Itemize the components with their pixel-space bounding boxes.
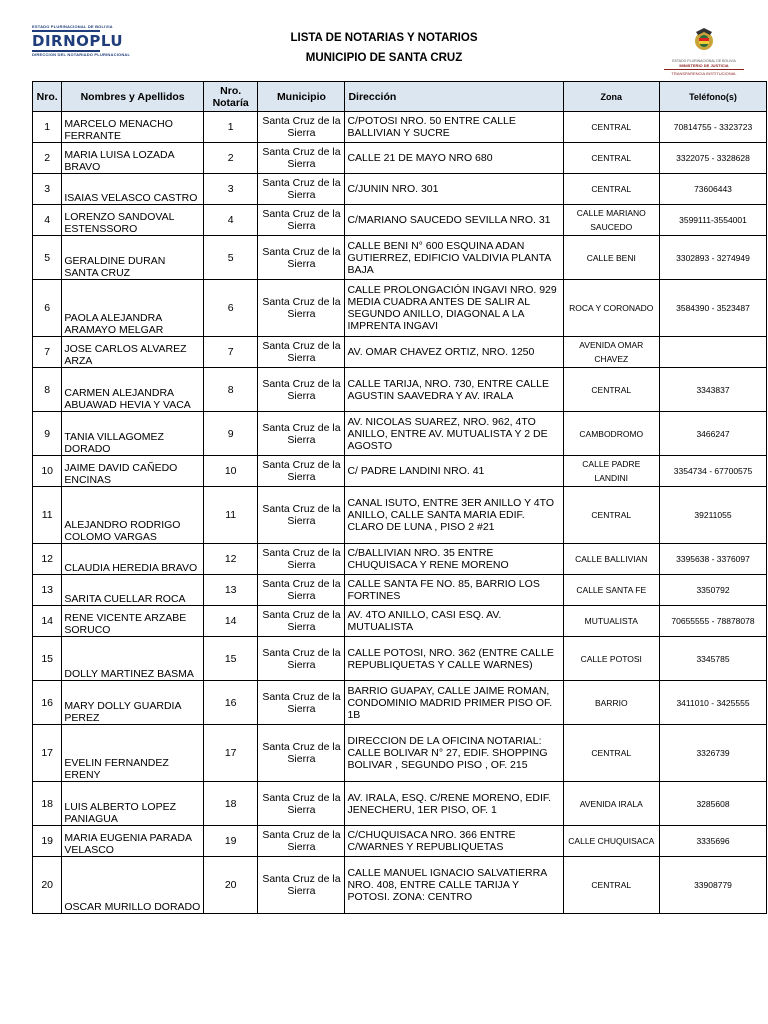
- row-number-cell: 11: [33, 487, 62, 544]
- telefono-cell: 39211055: [660, 487, 767, 544]
- notaria-number-cell: 20: [203, 857, 258, 914]
- zona-cell: AVENIDA OMAR CHAVEZ: [563, 337, 659, 368]
- municipio-cell: Santa Cruz de la Sierra: [258, 412, 345, 456]
- telefono-cell: 3302893 - 3274949: [660, 236, 767, 280]
- zona-cell: CENTRAL: [563, 857, 659, 914]
- row-number-cell: 18: [33, 782, 62, 826]
- table-row: [33, 337, 767, 368]
- municipio-cell: Santa Cruz de la Sierra: [258, 112, 345, 143]
- direccion-cell: CANAL ISUTO, ENTRE 3ER ANILLO Y 4TO ANILLO, CALLE SANTA MARIA EDIF. CLARO DE LUNA , PISO 2 #21: [345, 487, 563, 544]
- municipio-cell: Santa Cruz de la Sierra: [258, 681, 345, 725]
- notary-name-cell: MARIA EUGENIA PARADA VELASCO: [62, 826, 204, 857]
- zona-cell: CENTRAL: [563, 487, 659, 544]
- ministerio-line-3: TRANSPARENCIA INSTITUCIONAL: [664, 69, 744, 76]
- municipio-cell: Santa Cruz de la Sierra: [258, 857, 345, 914]
- telefono-cell: 73606443: [660, 174, 767, 205]
- notaria-number-cell: 5: [203, 236, 258, 280]
- notary-name-cell: JOSE CARLOS ALVAREZ ARZA: [62, 337, 204, 368]
- telefono-cell: 3350792: [660, 575, 767, 606]
- row-number-cell: 12: [33, 544, 62, 575]
- municipio-cell: Santa Cruz de la Sierra: [258, 337, 345, 368]
- municipio-cell: Santa Cruz de la Sierra: [258, 368, 345, 412]
- row-number-cell: 19: [33, 826, 62, 857]
- telefono-cell: 3285608: [660, 782, 767, 826]
- telefono-cell: [660, 337, 767, 368]
- notary-name-cell: PAOLA ALEJANDRA ARAMAYO MELGAR: [62, 280, 204, 337]
- telefono-cell: 3466247: [660, 412, 767, 456]
- ministerio-logo: [664, 26, 744, 76]
- direccion-cell: BARRIO GUAPAY, CALLE JAIME ROMAN, CONDOMINIO MADRID PRIMER PISO OF. 1B: [345, 681, 563, 725]
- table-row: [33, 487, 767, 544]
- table-row: [33, 412, 767, 456]
- row-number-cell: 13: [33, 575, 62, 606]
- notary-name-cell: SARITA CUELLAR ROCA: [62, 575, 204, 606]
- notary-name-cell: CARMEN ALEJANDRA ABUAWAD HEVIA Y VACA: [62, 368, 204, 412]
- notaria-number-cell: 8: [203, 368, 258, 412]
- notaria-number-cell: 14: [203, 606, 258, 637]
- table-row: [33, 857, 767, 914]
- notaria-number-cell: 17: [203, 725, 258, 782]
- table-row: [33, 826, 767, 857]
- row-number-cell: 15: [33, 637, 62, 681]
- direccion-cell: CALLE SANTA FE NO. 85, BARRIO LOS FORTINES: [345, 575, 563, 606]
- zona-cell: CENTRAL: [563, 143, 659, 174]
- direccion-cell: C/ PADRE LANDINI NRO. 41: [345, 456, 563, 487]
- table-row: [33, 606, 767, 637]
- row-number-cell: 16: [33, 681, 62, 725]
- table-row: [33, 575, 767, 606]
- zona-cell: BARRIO: [563, 681, 659, 725]
- telefono-cell: 3322075 - 3328628: [660, 143, 767, 174]
- notary-name-cell: LORENZO SANDOVAL ESTENSSORO: [62, 205, 204, 236]
- row-number-cell: 6: [33, 280, 62, 337]
- notary-name-cell: LUIS ALBERTO LOPEZ PANIAGUA: [62, 782, 204, 826]
- notary-name-cell: MARY DOLLY GUARDIA PEREZ: [62, 681, 204, 725]
- table-row: [33, 112, 767, 143]
- telefono-cell: 3395638 - 3376097: [660, 544, 767, 575]
- table-row: [33, 637, 767, 681]
- page-title: [0, 28, 768, 68]
- table-row: [33, 205, 767, 236]
- zona-cell: CALLE BENI: [563, 236, 659, 280]
- table-row: [33, 725, 767, 782]
- col-header-direccion: Dirección: [345, 82, 563, 112]
- col-header-telefono: Teléfono(s): [660, 82, 767, 112]
- direccion-cell: AV. NICOLAS SUAREZ, NRO. 962, 4TO ANILLO, ENTRE AV. MUTUALISTA Y 2 DE AGOSTO: [345, 412, 563, 456]
- direccion-cell: AV. IRALA, ESQ. C/RENE MORENO, EDIF. JENECHERU, 1ER PISO, OF. 1: [345, 782, 563, 826]
- title-line-2: MUNICIPIO DE SANTA CRUZ: [305, 52, 463, 64]
- notary-name-cell: ISAIAS VELASCO CASTRO: [62, 174, 204, 205]
- municipio-cell: Santa Cruz de la Sierra: [258, 782, 345, 826]
- direccion-cell: AV. OMAR CHAVEZ ORTIZ, NRO. 1250: [345, 337, 563, 368]
- notaria-number-cell: 12: [203, 544, 258, 575]
- direccion-cell: CALLE MANUEL IGNACIO SALVATIERRA NRO. 408, ENTRE CALLE TARIJA Y POTOSI. ZONA: CENTRO: [345, 857, 563, 914]
- direccion-cell: C/JUNIN NRO. 301: [345, 174, 563, 205]
- municipio-cell: Santa Cruz de la Sierra: [258, 280, 345, 337]
- telefono-cell: 3599111-3554001: [660, 205, 767, 236]
- zona-cell: CALLE BALLIVIAN: [563, 544, 659, 575]
- row-number-cell: 8: [33, 368, 62, 412]
- row-number-cell: 10: [33, 456, 62, 487]
- row-number-cell: 1: [33, 112, 62, 143]
- notary-name-cell: JAIME DAVID CAÑEDO ENCINAS: [62, 456, 204, 487]
- notaria-number-cell: 9: [203, 412, 258, 456]
- logo-bottom-line: DIRECCION DEL NOTARIADO PLURINACIONAL: [32, 52, 131, 57]
- zona-cell: CENTRAL: [563, 174, 659, 205]
- title-line-1: LISTA DE NOTARIAS Y NOTARIOS: [290, 32, 478, 44]
- ministerio-line-2: MINISTERIO DE JUSTICIA: [679, 63, 729, 68]
- zona-cell: CENTRAL: [563, 368, 659, 412]
- notary-name-cell: RENE VICENTE ARZABE SORUCO: [62, 606, 204, 637]
- notaria-number-cell: 4: [203, 205, 258, 236]
- col-header-nro: Nro.: [33, 82, 62, 112]
- notaria-number-cell: 16: [203, 681, 258, 725]
- direccion-cell: CALLE POTOSI, NRO. 362 (ENTRE CALLE REPUBLIQUETAS Y CALLE WARNES): [345, 637, 563, 681]
- telefono-cell: 3326739: [660, 725, 767, 782]
- table-row: [33, 782, 767, 826]
- direccion-cell: C/MARIANO SAUCEDO SEVILLA NRO. 31: [345, 205, 563, 236]
- municipio-cell: Santa Cruz de la Sierra: [258, 174, 345, 205]
- zona-cell: CALLE CHUQUISACA: [563, 826, 659, 857]
- table-row: [33, 368, 767, 412]
- notary-name-cell: ALEJANDRO RODRIGO COLOMO VARGAS: [62, 487, 204, 544]
- telefono-cell: 3335696: [660, 826, 767, 857]
- direccion-cell: C/BALLIVIAN NRO. 35 ENTRE CHUQUISACA Y RENE MORENO: [345, 544, 563, 575]
- table-row: [33, 174, 767, 205]
- notary-name-cell: DOLLY MARTINEZ BASMA: [62, 637, 204, 681]
- table-row: [33, 681, 767, 725]
- notaria-number-cell: 18: [203, 782, 258, 826]
- notary-name-cell: OSCAR MURILLO DORADO: [62, 857, 204, 914]
- zona-cell: CAMBODROMO: [563, 412, 659, 456]
- direccion-cell: AV. 4TO ANILLO, CASI ESQ. AV. MUTUALISTA: [345, 606, 563, 637]
- notaria-number-cell: 15: [203, 637, 258, 681]
- direccion-cell: CALLE BENI N° 600 ESQUINA ADAN GUTIERREZ, EDIFICIO VALDIVIA PLANTA BAJA: [345, 236, 563, 280]
- table-row: [33, 544, 767, 575]
- notaria-number-cell: 6: [203, 280, 258, 337]
- direccion-cell: CALLE TARIJA, NRO. 730, ENTRE CALLE AGUSTIN SAAVEDRA Y AV. IRALA: [345, 368, 563, 412]
- coat-of-arms-icon: [690, 26, 718, 54]
- zona-cell: CENTRAL: [563, 112, 659, 143]
- zona-cell: CENTRAL: [563, 725, 659, 782]
- municipio-cell: Santa Cruz de la Sierra: [258, 725, 345, 782]
- table-row: [33, 280, 767, 337]
- zona-cell: CALLE POTOSI: [563, 637, 659, 681]
- notary-name-cell: CLAUDIA HEREDIA BRAVO: [62, 544, 204, 575]
- notary-name-cell: GERALDINE DURAN SANTA CRUZ: [62, 236, 204, 280]
- zona-cell: MUTUALISTA: [563, 606, 659, 637]
- municipio-cell: Santa Cruz de la Sierra: [258, 637, 345, 681]
- zona-cell: CALLE MARIANO SAUCEDO: [563, 205, 659, 236]
- telefono-cell: 3345785: [660, 637, 767, 681]
- municipio-cell: Santa Cruz de la Sierra: [258, 606, 345, 637]
- telefono-cell: 33908779: [660, 857, 767, 914]
- direccion-cell: C/POTOSI NRO. 50 ENTRE CALLE BALLIVIAN Y SUCRE: [345, 112, 563, 143]
- telefono-cell: 3354734 - 67700575: [660, 456, 767, 487]
- direccion-cell: DIRECCION DE LA OFICINA NOTARIAL: CALLE BOLIVAR N° 27, EDIF. SHOPPING BOLIVAR , SEGUNDO PISO , OF. 215: [345, 725, 563, 782]
- notaria-number-cell: 11: [203, 487, 258, 544]
- notary-name-cell: MARIA LUISA LOZADA BRAVO: [62, 143, 204, 174]
- col-header-zona: Zona: [563, 82, 659, 112]
- notary-name-cell: TANIA VILLAGOMEZ DORADO: [62, 412, 204, 456]
- notaria-number-cell: 3: [203, 174, 258, 205]
- row-number-cell: 20: [33, 857, 62, 914]
- row-number-cell: 3: [33, 174, 62, 205]
- notaria-number-cell: 2: [203, 143, 258, 174]
- row-number-cell: 17: [33, 725, 62, 782]
- row-number-cell: 14: [33, 606, 62, 637]
- telefono-cell: 3411010 - 3425555: [660, 681, 767, 725]
- notarias-table: [32, 81, 767, 914]
- municipio-cell: Santa Cruz de la Sierra: [258, 205, 345, 236]
- zona-cell: CALLE PADRE LANDINI: [563, 456, 659, 487]
- logo-brand: DIRNOPLU: [32, 32, 124, 50]
- notaria-number-cell: 19: [203, 826, 258, 857]
- notaria-number-cell: 1: [203, 112, 258, 143]
- row-number-cell: 5: [33, 236, 62, 280]
- col-header-municipio: Municipio: [258, 82, 345, 112]
- row-number-cell: 4: [33, 205, 62, 236]
- zona-cell: ROCA Y CORONADO: [563, 280, 659, 337]
- col-header-nro-notaria: Nro. Notaría: [203, 82, 258, 112]
- row-number-cell: 2: [33, 143, 62, 174]
- table-row: [33, 456, 767, 487]
- table-row: [33, 143, 767, 174]
- col-header-nombres: Nombres y Apellidos: [62, 82, 204, 112]
- telefono-cell: 70655555 - 78878078: [660, 606, 767, 637]
- direccion-cell: C/CHUQUISACA NRO. 366 ENTRE C/WARNES Y REPUBLIQUETAS: [345, 826, 563, 857]
- table-row: [33, 236, 767, 280]
- notaria-number-cell: 13: [203, 575, 258, 606]
- telefono-cell: 3343837: [660, 368, 767, 412]
- ministerio-line-1: ESTADO PLURINACIONAL DE BOLIVIA: [672, 59, 736, 63]
- notary-name-cell: EVELIN FERNANDEZ ERENY: [62, 725, 204, 782]
- municipio-cell: Santa Cruz de la Sierra: [258, 826, 345, 857]
- notaria-number-cell: 7: [203, 337, 258, 368]
- municipio-cell: Santa Cruz de la Sierra: [258, 487, 345, 544]
- notary-name-cell: MARCELO MENACHO FERRANTE: [62, 112, 204, 143]
- municipio-cell: Santa Cruz de la Sierra: [258, 236, 345, 280]
- notaria-number-cell: 10: [203, 456, 258, 487]
- municipio-cell: Santa Cruz de la Sierra: [258, 456, 345, 487]
- municipio-cell: Santa Cruz de la Sierra: [258, 544, 345, 575]
- row-number-cell: 9: [33, 412, 62, 456]
- zona-cell: AVENIDA IRALA: [563, 782, 659, 826]
- telefono-cell: 3584390 - 3523487: [660, 280, 767, 337]
- municipio-cell: Santa Cruz de la Sierra: [258, 575, 345, 606]
- zona-cell: CALLE SANTA FE: [563, 575, 659, 606]
- direccion-cell: CALLE PROLONGACIÓN INGAVI NRO. 929 MEDIA CUADRA ANTES DE SALIR AL SEGUNDO ANILLO, DIAGONAL A LA IMPRENTA INGAVI: [345, 280, 563, 337]
- logo-top-line: ESTADO PLURINACIONAL DE BOLIVIA: [32, 24, 113, 29]
- table-header-row: [33, 82, 767, 112]
- row-number-cell: 7: [33, 337, 62, 368]
- direccion-cell: CALLE 21 DE MAYO NRO 680: [345, 143, 563, 174]
- municipio-cell: Santa Cruz de la Sierra: [258, 143, 345, 174]
- telefono-cell: 70814755 - 3323723: [660, 112, 767, 143]
